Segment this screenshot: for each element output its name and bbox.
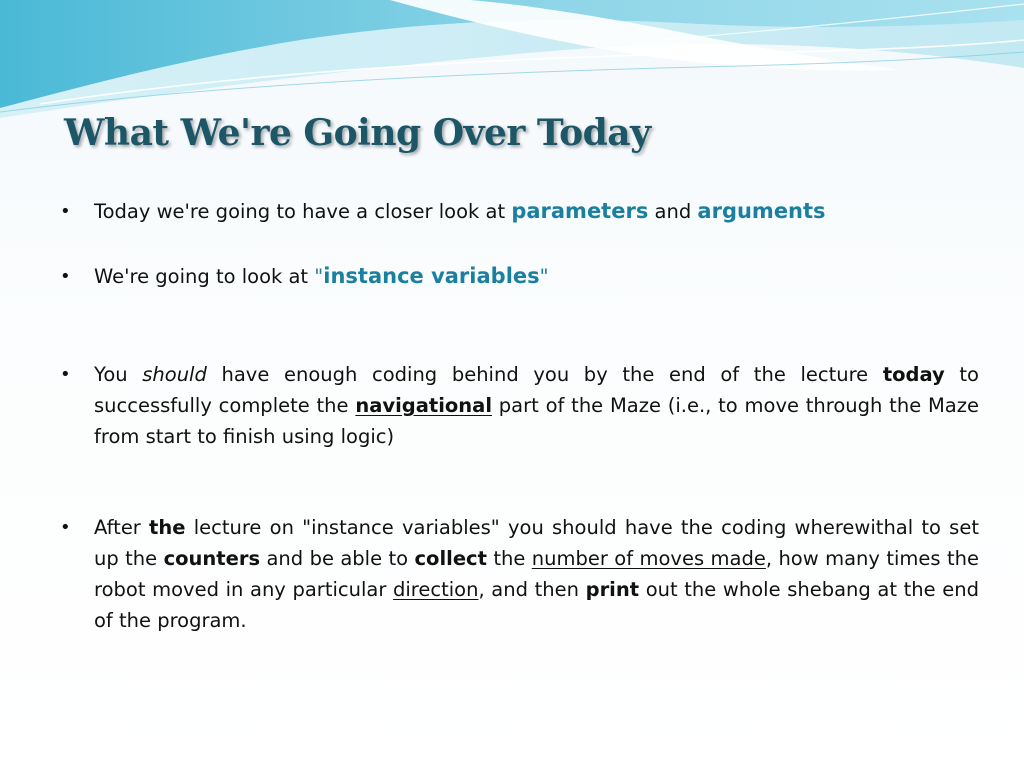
decorative-wave-banner xyxy=(0,0,1024,130)
emphasis-today: today xyxy=(882,363,945,386)
bullet-text: lecture on "instance variables" you should have the coding wherewithal to set up the xyxy=(94,516,979,570)
bullet-text: have enough coding behind you by the end of the lecture xyxy=(206,363,883,386)
bullet-instance-variables xyxy=(94,261,979,292)
bullet-text: to successfully complete the xyxy=(94,363,979,417)
bullet-text: , how many times the robot moved in any particular xyxy=(94,547,979,601)
keyword-arguments: arguments xyxy=(697,199,826,223)
keyword-instance-variables: instance variables xyxy=(323,264,540,288)
bullet-text: out the whole shebang at the end of the program. xyxy=(94,578,980,632)
bullet-text: and xyxy=(648,200,698,223)
bullet-text: and be able to xyxy=(260,547,415,570)
keyword-parameters: parameters xyxy=(511,199,649,223)
bullet-text: You xyxy=(94,363,143,386)
bullet-counters xyxy=(94,512,979,636)
slide-title: What We're Going Over Today xyxy=(64,112,651,154)
bullet-parameters-arguments xyxy=(94,196,979,227)
emphasis-should: should xyxy=(142,363,207,386)
emphasis-collect: collect xyxy=(414,547,487,570)
bullet-navigational xyxy=(94,359,979,452)
close-quote: " xyxy=(539,265,549,288)
bullet-text: part of the Maze (i.e., to move through the Maze from start to finish using logic) xyxy=(94,394,979,448)
bullet-text: After xyxy=(94,516,150,539)
bullet-text: Today we're going to have a closer look at xyxy=(94,200,512,223)
emphasis-counters: counters xyxy=(163,547,261,570)
emphasis-navigational: navigational xyxy=(355,394,493,417)
bullet-text: , and then xyxy=(478,578,586,601)
emphasis-direction: direction xyxy=(392,578,479,601)
open-quote: " xyxy=(314,265,324,288)
bullet-text: the xyxy=(486,547,532,570)
emphasis-the: the xyxy=(149,516,186,539)
bullet-text: We're going to look at xyxy=(94,265,315,288)
emphasis-number-of-moves: number of moves made xyxy=(531,547,766,570)
emphasis-print: print xyxy=(585,578,640,601)
